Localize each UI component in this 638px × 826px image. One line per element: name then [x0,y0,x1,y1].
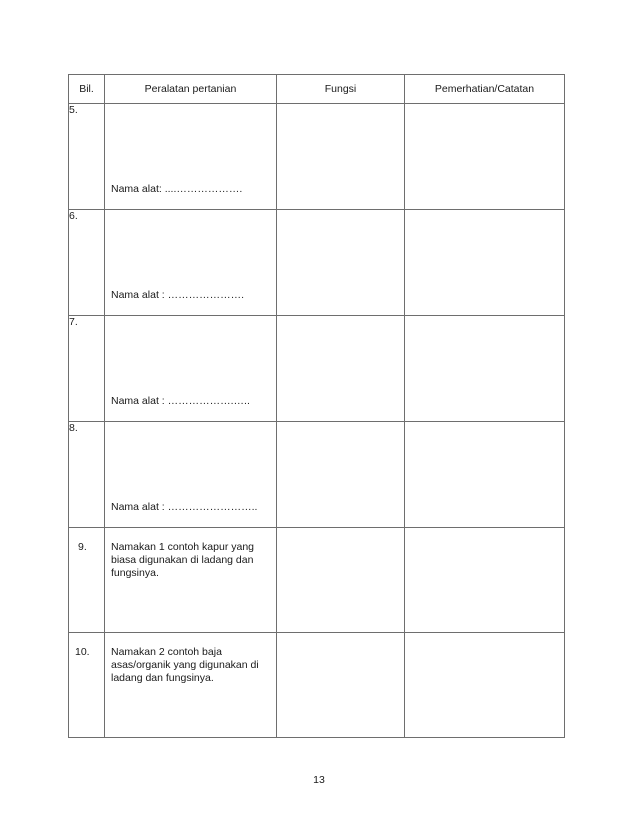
function-cell[interactable] [277,633,405,738]
tool-cell [105,104,277,210]
tool-name-blank: Nama alat : …………………….. [111,501,258,513]
question-cell [105,633,277,738]
function-cell[interactable] [277,528,405,633]
notes-cell[interactable] [405,104,565,210]
tool-name-blank: Nama alat : …………………. [111,289,245,301]
tool-name-blank: Nama alat : ……………….….. [111,395,250,407]
table-row [69,528,565,633]
row-number: 8. [69,422,105,528]
question-text: Namakan 2 contoh baja asas/organik yang digunakan di ladang dan fungsinya. [111,646,259,684]
header-bil: Bil. [69,75,105,104]
tool-name-blank: Nama alat: ....………………. [111,183,243,195]
page-number: 13 [313,774,325,786]
notes-cell[interactable] [405,316,565,422]
tool-cell [105,210,277,316]
tool-cell [105,316,277,422]
table-row [69,633,565,738]
header-catatan: Pemerhatian/Catatan [405,75,565,104]
header-peralatan: Peralatan pertanian [105,75,277,104]
notes-cell[interactable] [405,528,565,633]
row-number: 7. [69,316,105,422]
row-number: 9. [69,528,105,633]
question-text: Namakan 1 contoh kapur yang biasa digunakan di ladang dan fungsinya. [111,541,255,579]
notes-cell[interactable] [405,633,565,738]
row-number: 10. [69,633,105,738]
function-cell[interactable] [277,316,405,422]
tool-cell [105,422,277,528]
row-number: 5. [69,104,105,210]
function-cell[interactable] [277,104,405,210]
table-row [69,104,565,210]
notes-cell[interactable] [405,422,565,528]
function-cell[interactable] [277,210,405,316]
table-row [69,316,565,422]
row-number: 6. [69,210,105,316]
header-fungsi: Fungsi [277,75,405,104]
notes-cell[interactable] [405,210,565,316]
worksheet-table [68,74,565,738]
table-row [69,422,565,528]
function-cell[interactable] [277,422,405,528]
table-row [69,210,565,316]
table-header-row [69,75,565,104]
question-cell [105,528,277,633]
